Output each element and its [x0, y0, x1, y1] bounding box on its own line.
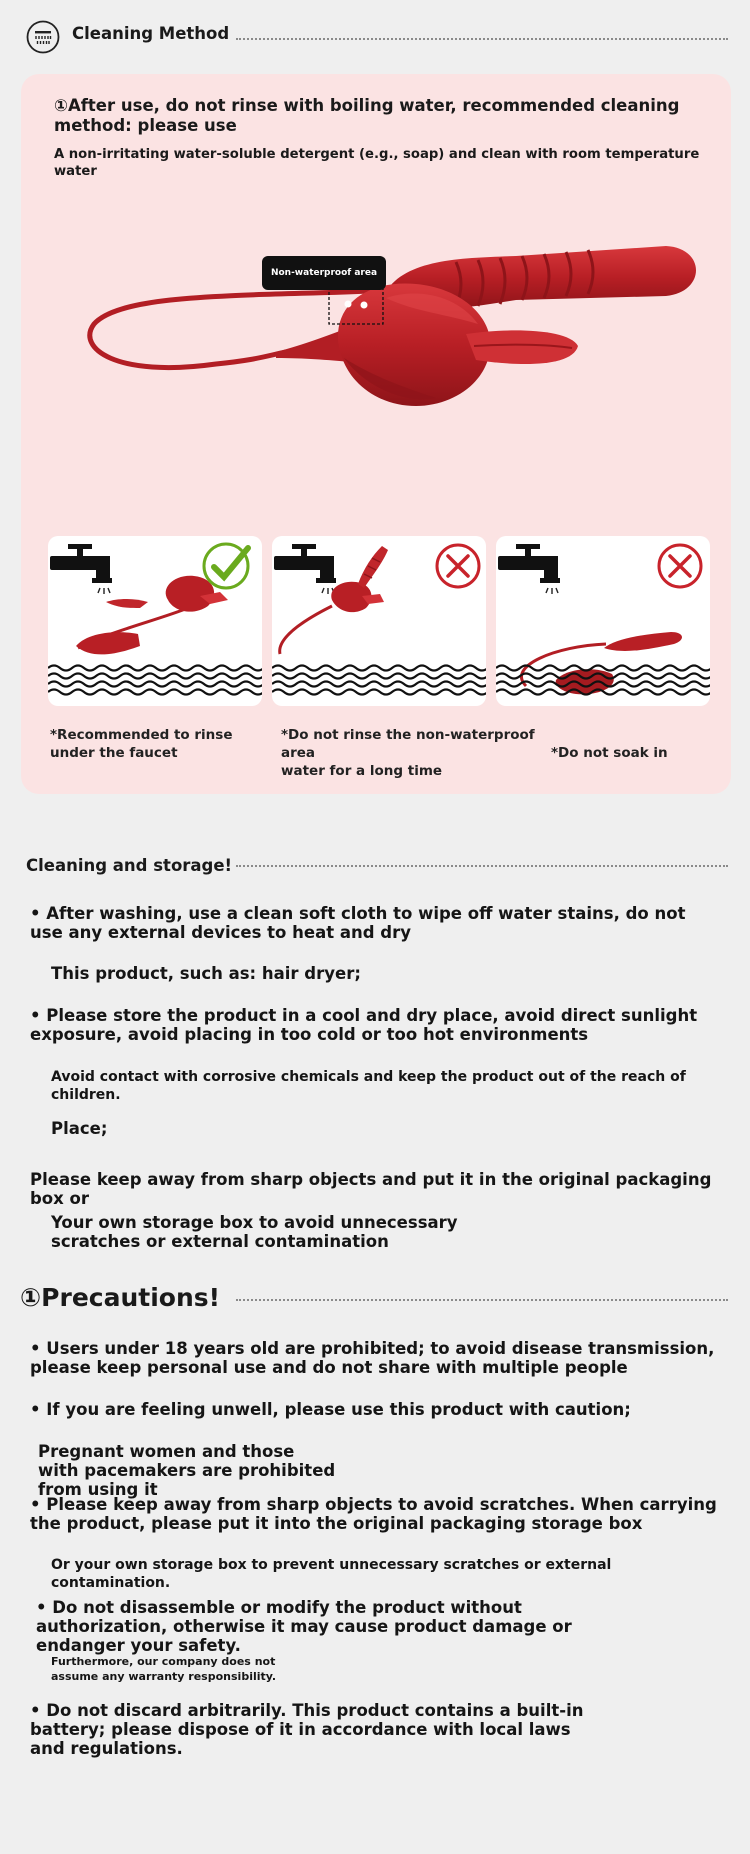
shower-icon — [26, 20, 60, 54]
storage-line: This product, such as: hair dryer; — [51, 964, 361, 983]
title-divider — [236, 38, 728, 40]
precaution-line: • If you are feeling unwell, please use this product with caution; — [30, 1400, 631, 1419]
storage-line: • After washing, use a clean soft cloth to wipe off water stains, do not use any external devices to heat and dry — [30, 904, 686, 942]
precaution-line: Pregnant women and those with pacemakers are prohibited from using it — [38, 1442, 336, 1499]
panel-caption: *Do not soak in water for a long time — [281, 745, 668, 779]
storage-line: Your own storage box to avoid unnecessary scratches or external contamination — [51, 1213, 458, 1251]
precaution-line: • Please keep away from sharp objects to avoid scratches. When carrying the product, please put it into the original packaging storage box — [30, 1495, 717, 1533]
precautions-divider — [236, 1299, 728, 1301]
cross-icon — [656, 542, 704, 590]
precaution-line: • Do not discard arbitrarily. This product contains a built-in battery; please dispose of it in accordance with local laws and regulations. — [30, 1701, 584, 1758]
panel-caption: *Do not rinse the non-waterproof area — [281, 727, 535, 761]
precaution-line: Furthermore, our company does not assume any warranty responsibility. — [51, 1655, 277, 1683]
check-icon — [200, 540, 252, 592]
precaution-line: • Users under 18 years old are prohibited; to avoid disease transmission, please keep personal use and do not share with multiple people — [30, 1339, 715, 1377]
storage-line: Avoid contact with corrosive chemicals and keep the product out of the reach of children. — [51, 1069, 686, 1103]
cross-icon — [434, 542, 482, 590]
storage-line: Place; — [51, 1119, 108, 1138]
step-detail: A non-irritating water-soluble detergent (e.g., soap) and clean with room temperature water — [54, 147, 700, 179]
section-title-storage: Cleaning and storage! — [26, 856, 233, 875]
storage-divider — [236, 865, 728, 867]
panel-caption: *Recommended to rinse under the faucet — [50, 727, 233, 761]
product-illustration — [86, 228, 706, 448]
section-title-precautions: ①Precautions! — [20, 1283, 221, 1312]
non-waterproof-callout: Non-waterproof area — [262, 256, 386, 290]
storage-line: • Please store the product in a cool and dry place, avoid direct sunlight exposure, avoid placing in too cold or too hot environments — [30, 1006, 698, 1044]
storage-line: Please keep away from sharp objects and put it in the original packaging box or — [30, 1170, 712, 1208]
precaution-line: Or your own storage box to prevent unnecessary scratches or external contamination. — [51, 1557, 612, 1591]
precaution-line: • Do not disassemble or modify the product without authorization, otherwise it may cause product damage or endanger your safety. — [36, 1598, 572, 1655]
step-heading: ①After use, do not rinse with boiling water, recommended cleaning method: please use — [54, 96, 680, 135]
section-title-cleaning-method: Cleaning Method — [72, 24, 230, 43]
